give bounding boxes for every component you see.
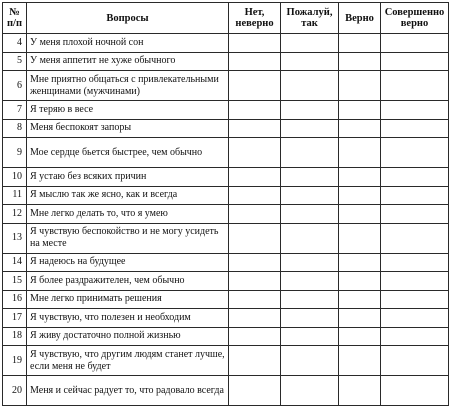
row-number: 11 <box>3 186 27 205</box>
answer-true-cell[interactable] <box>339 327 381 346</box>
answer-true-cell[interactable] <box>339 34 381 53</box>
answer-absolutely-cell[interactable] <box>381 168 449 187</box>
answer-true-cell[interactable] <box>339 253 381 272</box>
answer-perhaps-cell[interactable] <box>281 119 339 138</box>
question-text: Я надеюсь на будущее <box>27 253 229 272</box>
table-row <box>3 376 449 406</box>
header-option-no: Нет, неверно <box>229 3 281 34</box>
answer-perhaps-cell[interactable] <box>281 253 339 272</box>
answer-perhaps-cell[interactable] <box>281 205 339 224</box>
table-row <box>3 346 449 376</box>
question-text: Я живу достаточно полной жизнью <box>27 327 229 346</box>
question-text: Мое сердце бьется быстрее, чем обычно <box>27 138 229 168</box>
table-row <box>3 253 449 272</box>
answer-absolutely-cell[interactable] <box>381 186 449 205</box>
row-number: 9 <box>3 138 27 168</box>
answer-perhaps-cell[interactable] <box>281 186 339 205</box>
table-row <box>3 272 449 291</box>
answer-absolutely-cell[interactable] <box>381 346 449 376</box>
answer-true-cell[interactable] <box>339 138 381 168</box>
answer-true-cell[interactable] <box>339 186 381 205</box>
table-row <box>3 138 449 168</box>
answer-absolutely-cell[interactable] <box>381 52 449 71</box>
answer-no-cell[interactable] <box>229 376 281 406</box>
question-text: У меня плохой ночной сон <box>27 34 229 53</box>
answer-absolutely-cell[interactable] <box>381 309 449 328</box>
answer-no-cell[interactable] <box>229 223 281 253</box>
answer-true-cell[interactable] <box>339 309 381 328</box>
answer-no-cell[interactable] <box>229 186 281 205</box>
row-number: 10 <box>3 168 27 187</box>
table-row <box>3 290 449 309</box>
row-number: 19 <box>3 346 27 376</box>
answer-no-cell[interactable] <box>229 272 281 291</box>
answer-no-cell[interactable] <box>229 138 281 168</box>
answer-absolutely-cell[interactable] <box>381 223 449 253</box>
answer-no-cell[interactable] <box>229 119 281 138</box>
answer-true-cell[interactable] <box>339 119 381 138</box>
answer-no-cell[interactable] <box>229 290 281 309</box>
answer-absolutely-cell[interactable] <box>381 272 449 291</box>
answer-absolutely-cell[interactable] <box>381 327 449 346</box>
question-text: Я чувствую, что полезен и необходим <box>27 309 229 328</box>
row-number: 12 <box>3 205 27 224</box>
answer-perhaps-cell[interactable] <box>281 138 339 168</box>
answer-true-cell[interactable] <box>339 205 381 224</box>
question-text: Меня и сейчас радует то, что радовало всегда <box>27 376 229 406</box>
answer-perhaps-cell[interactable] <box>281 272 339 291</box>
answer-perhaps-cell[interactable] <box>281 223 339 253</box>
row-number: 20 <box>3 376 27 406</box>
table-body <box>3 34 449 406</box>
answer-true-cell[interactable] <box>339 71 381 101</box>
row-number: 8 <box>3 119 27 138</box>
answer-no-cell[interactable] <box>229 168 281 187</box>
header-option-perhaps: Пожалуй, так <box>281 3 339 34</box>
question-text: Я мыслю так же ясно, как и всегда <box>27 186 229 205</box>
answer-absolutely-cell[interactable] <box>381 71 449 101</box>
question-text: Меня беспокоят запоры <box>27 119 229 138</box>
row-number: 17 <box>3 309 27 328</box>
answer-no-cell[interactable] <box>229 253 281 272</box>
answer-absolutely-cell[interactable] <box>381 101 449 120</box>
answer-perhaps-cell[interactable] <box>281 71 339 101</box>
question-text: Я чувствую, что другим людям станет лучше, если меня не будет <box>27 346 229 376</box>
answer-true-cell[interactable] <box>339 168 381 187</box>
table-row <box>3 168 449 187</box>
answer-perhaps-cell[interactable] <box>281 327 339 346</box>
answer-no-cell[interactable] <box>229 71 281 101</box>
question-text: Я устаю без всяких причин <box>27 168 229 187</box>
table-row <box>3 119 449 138</box>
row-number: 16 <box>3 290 27 309</box>
answer-perhaps-cell[interactable] <box>281 309 339 328</box>
answer-absolutely-cell[interactable] <box>381 253 449 272</box>
header-option-true: Верно <box>339 3 381 34</box>
table-row <box>3 52 449 71</box>
table-row <box>3 186 449 205</box>
answer-no-cell[interactable] <box>229 52 281 71</box>
answer-absolutely-cell[interactable] <box>381 290 449 309</box>
header-option-absolutely: Совершенно верно <box>381 3 449 34</box>
answer-no-cell[interactable] <box>229 346 281 376</box>
question-text: Я чувствую беспокойство и не могу усидеть на месте <box>27 223 229 253</box>
header-questions: Вопросы <box>27 3 229 34</box>
answer-true-cell[interactable] <box>339 346 381 376</box>
table-row <box>3 309 449 328</box>
row-number: 13 <box>3 223 27 253</box>
answer-perhaps-cell[interactable] <box>281 346 339 376</box>
answer-absolutely-cell[interactable] <box>381 138 449 168</box>
table-row <box>3 205 449 224</box>
question-text: Мне легко делать то, что я умею <box>27 205 229 224</box>
row-number: 4 <box>3 34 27 53</box>
answer-true-cell[interactable] <box>339 223 381 253</box>
header-number: № п/п <box>3 3 27 34</box>
answer-no-cell[interactable] <box>229 34 281 53</box>
answer-no-cell[interactable] <box>229 309 281 328</box>
header-row <box>3 3 449 34</box>
answer-true-cell[interactable] <box>339 52 381 71</box>
row-number: 7 <box>3 101 27 120</box>
table-row <box>3 71 449 101</box>
answer-absolutely-cell[interactable] <box>381 119 449 138</box>
answer-perhaps-cell[interactable] <box>281 168 339 187</box>
answer-no-cell[interactable] <box>229 205 281 224</box>
row-number: 6 <box>3 71 27 101</box>
row-number: 14 <box>3 253 27 272</box>
table-row <box>3 327 449 346</box>
answer-perhaps-cell[interactable] <box>281 34 339 53</box>
question-text: Мне легко принимать решения <box>27 290 229 309</box>
questionnaire-table <box>2 2 449 406</box>
row-number: 15 <box>3 272 27 291</box>
answer-absolutely-cell[interactable] <box>381 376 449 406</box>
table-row <box>3 223 449 253</box>
answer-no-cell[interactable] <box>229 101 281 120</box>
row-number: 18 <box>3 327 27 346</box>
question-text: У меня аппетит не хуже обычного <box>27 52 229 71</box>
answer-true-cell[interactable] <box>339 272 381 291</box>
answer-absolutely-cell[interactable] <box>381 205 449 224</box>
answer-no-cell[interactable] <box>229 327 281 346</box>
answer-perhaps-cell[interactable] <box>281 52 339 71</box>
answer-perhaps-cell[interactable] <box>281 376 339 406</box>
answer-true-cell[interactable] <box>339 290 381 309</box>
table-row <box>3 101 449 120</box>
answer-perhaps-cell[interactable] <box>281 101 339 120</box>
answer-absolutely-cell[interactable] <box>381 34 449 53</box>
answer-true-cell[interactable] <box>339 101 381 120</box>
question-text: Я теряю в весе <box>27 101 229 120</box>
row-number: 5 <box>3 52 27 71</box>
table-row <box>3 34 449 53</box>
answer-perhaps-cell[interactable] <box>281 290 339 309</box>
question-text: Мне приятно общаться с привлекательными женщинами (мужчинами) <box>27 71 229 101</box>
answer-true-cell[interactable] <box>339 376 381 406</box>
question-text: Я более раздражителен, чем обычно <box>27 272 229 291</box>
